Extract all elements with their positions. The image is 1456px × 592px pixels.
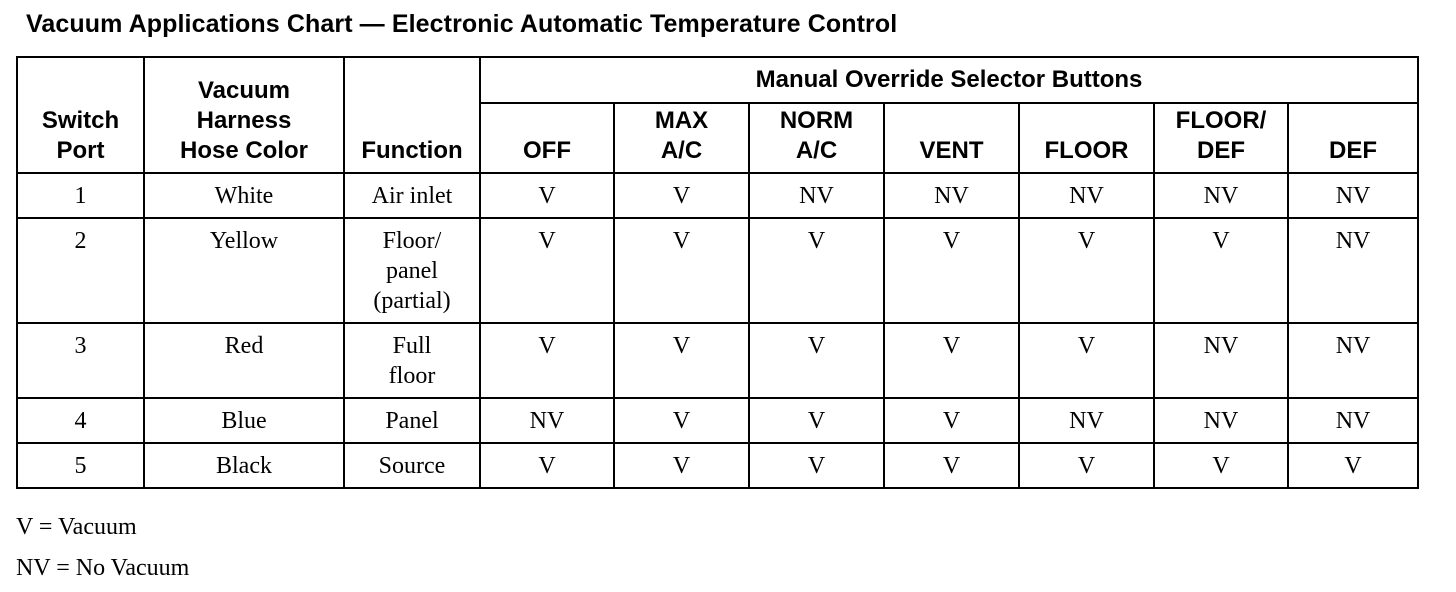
- cell-value: NV: [749, 173, 884, 218]
- legend-vacuum: V = Vacuum: [16, 514, 137, 540]
- cell-value: V: [480, 173, 614, 218]
- table-row: [17, 173, 1418, 218]
- cell-port: 3: [17, 323, 144, 398]
- cell-value: V: [884, 398, 1019, 443]
- cell-value: NV: [1019, 173, 1154, 218]
- group-header-override-buttons: Manual Override Selector Buttons: [480, 57, 1418, 103]
- legend-no-vacuum: NV = No Vacuum: [16, 555, 190, 581]
- cell-port: 1: [17, 173, 144, 218]
- cell-value: V: [614, 398, 749, 443]
- cell-value: V: [884, 218, 1019, 323]
- cell-function: Floor/ panel (partial): [344, 218, 480, 323]
- cell-value: V: [749, 443, 884, 488]
- cell-port: 4: [17, 398, 144, 443]
- cell-value: V: [1019, 323, 1154, 398]
- cell-value: NV: [1154, 398, 1288, 443]
- cell-value: V: [884, 323, 1019, 398]
- cell-value: V: [1288, 443, 1418, 488]
- cell-function: Air inlet: [344, 173, 480, 218]
- table-row: [17, 323, 1418, 398]
- cell-value: V: [1154, 218, 1288, 323]
- cell-function: Source: [344, 443, 480, 488]
- col-header-hose-color: Vacuum Harness Hose Color: [144, 57, 344, 173]
- col-header-function: Function: [344, 57, 480, 173]
- cell-hose-color: White: [144, 173, 344, 218]
- cell-port: 5: [17, 443, 144, 488]
- cell-value: V: [614, 323, 749, 398]
- col-header-norm-ac: NORM A/C: [749, 103, 884, 173]
- cell-value: V: [749, 218, 884, 323]
- col-header-switch-port: Switch Port: [17, 57, 144, 173]
- cell-value: NV: [1288, 398, 1418, 443]
- cell-value: NV: [1288, 173, 1418, 218]
- cell-function: Full floor: [344, 323, 480, 398]
- vacuum-applications-table: [16, 56, 1419, 489]
- cell-hose-color: Red: [144, 323, 344, 398]
- cell-value: NV: [1288, 218, 1418, 323]
- cell-value: V: [1154, 443, 1288, 488]
- table-row: [17, 398, 1418, 443]
- col-header-floor-def: FLOOR/ DEF: [1154, 103, 1288, 173]
- col-header-floor: FLOOR: [1019, 103, 1154, 173]
- cell-hose-color: Blue: [144, 398, 344, 443]
- cell-value: V: [1019, 443, 1154, 488]
- cell-port: 2: [17, 218, 144, 323]
- cell-value: V: [614, 443, 749, 488]
- cell-value: V: [480, 323, 614, 398]
- cell-hose-color: Black: [144, 443, 344, 488]
- col-header-def: DEF: [1288, 103, 1418, 173]
- table-row: [17, 443, 1418, 488]
- cell-value: V: [480, 218, 614, 323]
- cell-hose-color: Yellow: [144, 218, 344, 323]
- cell-value: NV: [1154, 323, 1288, 398]
- cell-value: NV: [1288, 323, 1418, 398]
- col-header-max-ac: MAX A/C: [614, 103, 749, 173]
- col-header-off: OFF: [480, 103, 614, 173]
- page-title: Vacuum Applications Chart — Electronic Automatic Temperature Control: [26, 10, 898, 38]
- cell-value: V: [614, 218, 749, 323]
- cell-value: V: [1019, 218, 1154, 323]
- cell-function: Panel: [344, 398, 480, 443]
- cell-value: NV: [1019, 398, 1154, 443]
- col-header-vent: VENT: [884, 103, 1019, 173]
- cell-value: V: [884, 443, 1019, 488]
- cell-value: NV: [884, 173, 1019, 218]
- table-row: [17, 218, 1418, 323]
- cell-value: NV: [480, 398, 614, 443]
- cell-value: V: [480, 443, 614, 488]
- cell-value: NV: [1154, 173, 1288, 218]
- cell-value: V: [749, 323, 884, 398]
- cell-value: V: [614, 173, 749, 218]
- cell-value: V: [749, 398, 884, 443]
